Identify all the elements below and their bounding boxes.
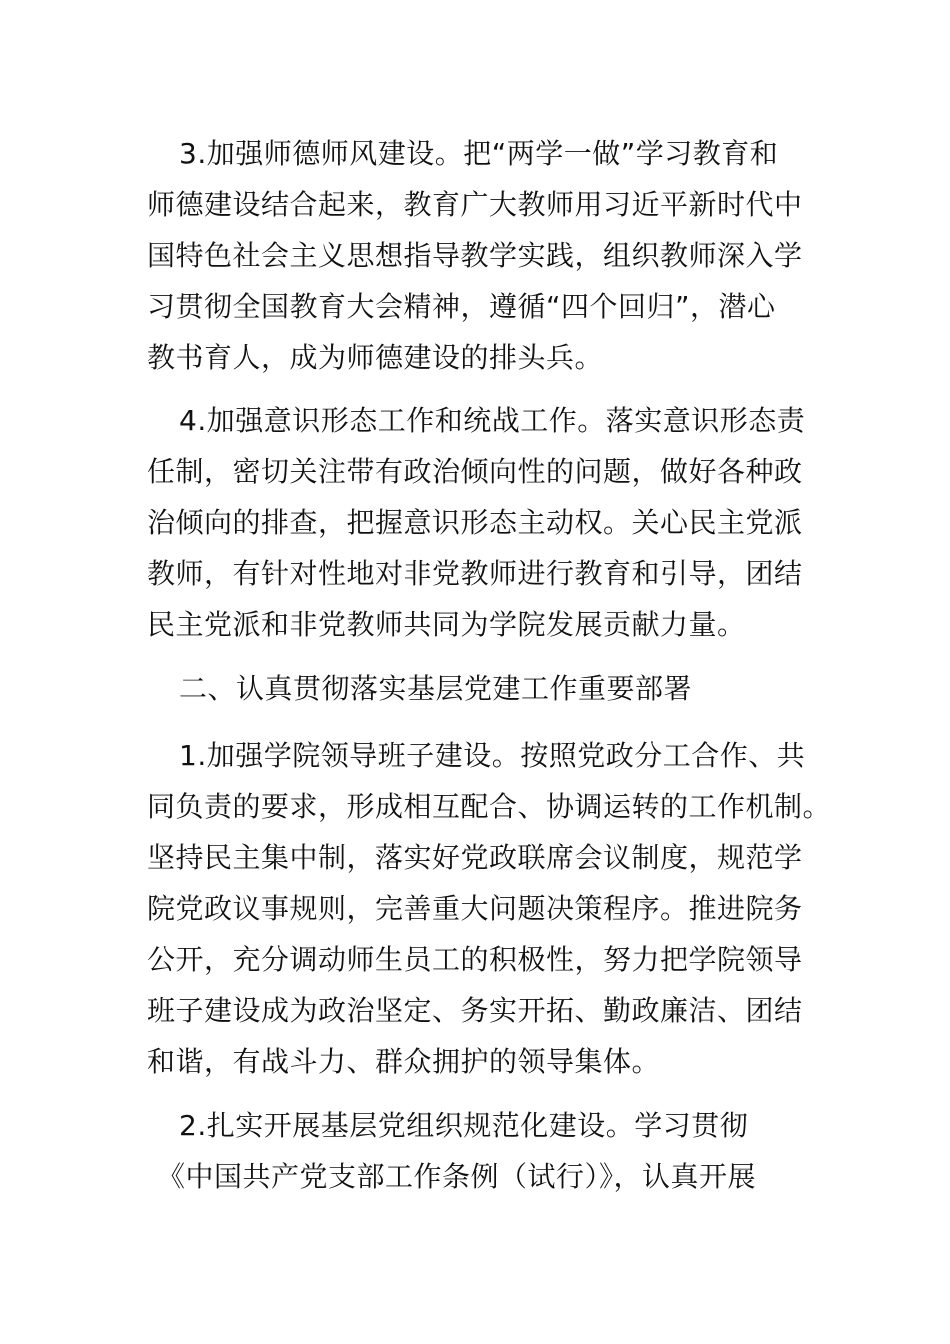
- paragraph-leadership-team: [147, 730, 832, 1087]
- paragraph-line: 1.加强学院领导班子建设。按照党政分工合作、共: [179, 739, 806, 772]
- paragraph-line: 国特色社会主义思想指导教学实践，组织教师深入学: [147, 239, 803, 272]
- paragraph-line: 院党政议事规则，完善重大问题决策程序。推进院务: [147, 892, 803, 925]
- paragraph-teacher-ethics: [147, 128, 827, 383]
- paragraph-line: 《中国共产党支部工作条例（试行）》，认真开展: [157, 1160, 757, 1193]
- paragraph-line: 和谐，有战斗力、群众拥护的领导集体。: [147, 1045, 661, 1078]
- paragraph-line: 任制，密切关注带有政治倾向性的问题，做好各种政: [147, 455, 803, 488]
- paragraph-line: 民主党派和非党教师共同为学院发展贡献力量。: [147, 608, 746, 641]
- paragraph-line: 治倾向的排查，把握意识形态主动权。关心民主党派: [147, 506, 803, 539]
- paragraph-line: 3.加强师德师风建设。把“两学一做”学习教育和: [179, 137, 779, 170]
- section-heading: [147, 663, 827, 714]
- paragraph-line: 教书育人，成为师德建设的排头兵。: [147, 341, 604, 374]
- paragraph-line: 2.扎实开展基层党组织规范化建设。学习贯彻: [179, 1109, 749, 1142]
- paragraph-party-organization: [147, 1100, 827, 1202]
- paragraph-line: 班子建设成为政治坚定、务实开拓、勤政廉洁、团结: [147, 994, 803, 1027]
- paragraph-line: 教师，有针对性地对非党教师进行教育和引导，团结: [147, 557, 803, 590]
- paragraph-ideology-united-front: [147, 395, 827, 650]
- paragraph-line: 4.加强意识形态工作和统战工作。落实意识形态责: [179, 404, 806, 437]
- section-heading-text: 二、认真贯彻落实基层党建工作重要部署: [179, 672, 693, 705]
- paragraph-line: 同负责的要求，形成相互配合、协调运转的工作机制。: [147, 790, 832, 823]
- paragraph-line: 坚持民主集中制，落实好党政联席会议制度，规范学: [147, 841, 803, 874]
- paragraph-line: 师德建设结合起来，教育广大教师用习近平新时代中: [147, 188, 803, 221]
- paragraph-line: 公开，充分调动师生员工的积极性，努力把学院领导: [147, 943, 803, 976]
- paragraph-line: 习贯彻全国教育大会精神，遵循“四个回归”，潜心: [147, 290, 776, 323]
